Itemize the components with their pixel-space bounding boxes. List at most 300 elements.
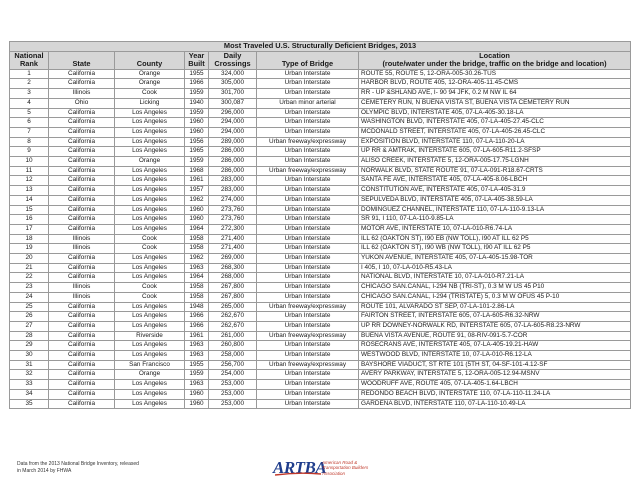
cell-year: 1961 xyxy=(185,331,209,341)
table-row xyxy=(10,292,631,302)
cell-type: Urban freeway/expressway xyxy=(257,137,359,147)
cell-rank: 20 xyxy=(10,254,49,264)
cell-state: California xyxy=(49,127,115,137)
source-line: in March 2014 by FHWA xyxy=(17,467,72,474)
cell-location: EXPOSITION BLVD, INTERSTATE 110, 07-LA-110-20-LA xyxy=(359,137,631,147)
table-row xyxy=(10,98,631,108)
cell-state: California xyxy=(49,147,115,157)
cell-location: UP RR DOWNEY-NORWALK RD, INTERSTATE 605, 07-LA-605-R8.23-NRW xyxy=(359,321,631,331)
cell-location: CHICAGO SAN.CANAL, I-294 (TRISTATE) 5, 0.3 M W OFUS 45 P-10 xyxy=(359,292,631,302)
cell-year: 1940 xyxy=(185,98,209,108)
cell-type: Urban minor arterial xyxy=(257,98,359,108)
cell-rank: 27 xyxy=(10,321,49,331)
cell-county: San Francisco xyxy=(115,360,185,370)
cell-type: Urban Interstate xyxy=(257,244,359,254)
cell-crossings: 253,000 xyxy=(209,389,257,399)
cell-state: California xyxy=(49,254,115,264)
cell-state: California xyxy=(49,205,115,215)
table-row xyxy=(10,254,631,264)
table-row xyxy=(10,321,631,331)
cell-rank: 29 xyxy=(10,341,49,351)
cell-type: Urban freeway/expressway xyxy=(257,166,359,176)
cell-year: 1958 xyxy=(185,244,209,254)
cell-type: Urban Interstate xyxy=(257,127,359,137)
cell-year: 1960 xyxy=(185,127,209,137)
cell-location: ROUTE 55, ROUTE 5, 12-ORA-005-30.26-TUS xyxy=(359,69,631,79)
table-row xyxy=(10,370,631,380)
cell-year: 1955 xyxy=(185,69,209,79)
cell-state: California xyxy=(49,137,115,147)
cell-type: Urban Interstate xyxy=(257,69,359,79)
cell-year: 1963 xyxy=(185,380,209,390)
cell-type: Urban Interstate xyxy=(257,224,359,234)
table-row xyxy=(10,380,631,390)
cell-rank: 17 xyxy=(10,224,49,234)
table-row xyxy=(10,108,631,118)
table-row xyxy=(10,215,631,225)
cell-rank: 12 xyxy=(10,176,49,186)
cell-type: Urban Interstate xyxy=(257,205,359,215)
cell-crossings: 271,400 xyxy=(209,244,257,254)
table-row xyxy=(10,224,631,234)
cell-crossings: 261,000 xyxy=(209,331,257,341)
cell-rank: 35 xyxy=(10,399,49,409)
cell-year: 1964 xyxy=(185,273,209,283)
table-row xyxy=(10,195,631,205)
cell-county: Los Angeles xyxy=(115,176,185,186)
cell-crossings: 267,800 xyxy=(209,292,257,302)
cell-location: ROSECRANS AVE, INTERSTATE 405, 07-LA-405-19.21-HAW xyxy=(359,341,631,351)
cell-rank: 10 xyxy=(10,157,49,167)
header-county: County xyxy=(115,51,185,69)
table-row xyxy=(10,341,631,351)
cell-county: Los Angeles xyxy=(115,137,185,147)
cell-state: Illinois xyxy=(49,292,115,302)
header-type: Type of Bridge xyxy=(257,51,359,69)
table-row xyxy=(10,331,631,341)
cell-state: California xyxy=(49,186,115,196)
cell-rank: 8 xyxy=(10,137,49,147)
cell-year: 1955 xyxy=(185,360,209,370)
cell-type: Urban freeway/expressway xyxy=(257,302,359,312)
table-row xyxy=(10,127,631,137)
cell-county: Los Angeles xyxy=(115,254,185,264)
cell-year: 1959 xyxy=(185,157,209,167)
cell-rank: 14 xyxy=(10,195,49,205)
cell-crossings: 256,700 xyxy=(209,360,257,370)
cell-crossings: 272,300 xyxy=(209,224,257,234)
cell-crossings: 268,000 xyxy=(209,273,257,283)
cell-rank: 13 xyxy=(10,186,49,196)
cell-county: Los Angeles xyxy=(115,215,185,225)
table-row xyxy=(10,351,631,361)
cell-rank: 9 xyxy=(10,147,49,157)
header-year xyxy=(185,51,209,69)
cell-type: Urban Interstate xyxy=(257,321,359,331)
cell-type: Urban Interstate xyxy=(257,157,359,167)
table-body xyxy=(10,69,631,409)
cell-location: SANTA FE AVE, INTERSTATE 405, 07-LA-405-8.06-LBCH xyxy=(359,176,631,186)
cell-county: Los Angeles xyxy=(115,195,185,205)
cell-location: OLYMPIC BLVD, INTERSTATE 405, 07-LA-405-30.18-LA xyxy=(359,108,631,118)
table-row xyxy=(10,244,631,254)
cell-year: 1963 xyxy=(185,341,209,351)
cell-year: 1960 xyxy=(185,389,209,399)
cell-crossings: 271,400 xyxy=(209,234,257,244)
cell-type: Urban Interstate xyxy=(257,370,359,380)
cell-year: 1968 xyxy=(185,166,209,176)
cell-type: Urban Interstate xyxy=(257,176,359,186)
cell-year: 1958 xyxy=(185,292,209,302)
cell-rank: 23 xyxy=(10,283,49,293)
cell-crossings: 262,670 xyxy=(209,312,257,322)
cell-type: Urban Interstate xyxy=(257,147,359,157)
cell-rank: 15 xyxy=(10,205,49,215)
cell-state: California xyxy=(49,224,115,234)
logo-swoosh-icon xyxy=(275,472,321,476)
cell-crossings: 296,000 xyxy=(209,108,257,118)
cell-location: WOODRUFF AVE, ROUTE 405, 07-LA-405-1.64-LBCH xyxy=(359,380,631,390)
cell-state: California xyxy=(49,312,115,322)
cell-location: BUENA VISTA AVENUE, ROUTE 91, 08-RIV-091-5.7-COR xyxy=(359,331,631,341)
header-location-line2: (route/water under the bridge, traffic on the bridge and location) xyxy=(382,59,607,69)
cell-crossings: 286,000 xyxy=(209,157,257,167)
cell-county: Orange xyxy=(115,79,185,89)
cell-county: Los Angeles xyxy=(115,399,185,409)
cell-location: UP RR & AMTRAK, INTERSTATE 605, 07-LA-605-R11.2-SFSP xyxy=(359,147,631,157)
logo-text-line: Association xyxy=(322,470,346,476)
header-year-line1: Year xyxy=(188,51,205,60)
cell-county: Los Angeles xyxy=(115,108,185,118)
cell-county: Los Angeles xyxy=(115,127,185,137)
cell-county: Cook xyxy=(115,234,185,244)
cell-location: ILL 62 (OAKTON ST), I90 EB (NW TOLL), I90 AT ILL 62 P5 xyxy=(359,234,631,244)
table-row xyxy=(10,399,631,409)
cell-type: Urban Interstate xyxy=(257,341,359,351)
cell-rank: 22 xyxy=(10,273,49,283)
cell-crossings: 267,800 xyxy=(209,283,257,293)
cell-crossings: 305,000 xyxy=(209,79,257,89)
logo-text-line: American Road & xyxy=(322,460,358,465)
cell-location: ROUTE 101, ALVARADO ST SEP, 07-LA-101-2.86-LA xyxy=(359,302,631,312)
table-row xyxy=(10,273,631,283)
header-crossings xyxy=(209,51,257,69)
cell-state: Illinois xyxy=(49,234,115,244)
cell-type: Urban Interstate xyxy=(257,312,359,322)
cell-state: Illinois xyxy=(49,244,115,254)
cell-crossings: 286,000 xyxy=(209,147,257,157)
cell-rank: 7 xyxy=(10,127,49,137)
cell-state: California xyxy=(49,321,115,331)
header-location xyxy=(359,51,631,69)
source-line: Data from the 2013 National Bridge Inventory, released xyxy=(17,461,139,467)
cell-location: WESTWOOD BLVD, INTERSTATE 10, 07-LA-010-R6.12-LA xyxy=(359,351,631,361)
cell-crossings: 294,000 xyxy=(209,118,257,128)
cell-county: Los Angeles xyxy=(115,312,185,322)
cell-location: REDONDO BEACH BLVD, INTERSTATE 110, 07-LA-110-11.24-LA xyxy=(359,389,631,399)
table-row xyxy=(10,283,631,293)
cell-location: ALISO CREEK, INTERSTATE 5, 12-ORA-005-17.75-LGNH xyxy=(359,157,631,167)
cell-crossings: 301,700 xyxy=(209,89,257,99)
cell-state: California xyxy=(49,399,115,409)
cell-state: California xyxy=(49,157,115,167)
cell-rank: 18 xyxy=(10,234,49,244)
cell-rank: 3 xyxy=(10,89,49,99)
cell-county: Los Angeles xyxy=(115,186,185,196)
cell-rank: 11 xyxy=(10,166,49,176)
cell-type: Urban Interstate xyxy=(257,292,359,302)
cell-crossings: 289,000 xyxy=(209,137,257,147)
cell-year: 1960 xyxy=(185,215,209,225)
cell-state: Ohio xyxy=(49,98,115,108)
cell-county: Los Angeles xyxy=(115,147,185,157)
cell-state: California xyxy=(49,331,115,341)
cell-county: Los Angeles xyxy=(115,380,185,390)
table-row xyxy=(10,186,631,196)
table-row xyxy=(10,166,631,176)
cell-state: California xyxy=(49,263,115,273)
cell-location: HARBOR BLVD, ROUTE 405, 12-ORA-405-11.45-CMS xyxy=(359,79,631,89)
cell-location: BAYSHORE VIADUCT, ST RTE 101 (5TH ST, 04-SF-101-4.12-SF xyxy=(359,360,631,370)
header-state: State xyxy=(49,51,115,69)
cell-crossings: 274,000 xyxy=(209,195,257,205)
cell-crossings: 283,000 xyxy=(209,176,257,186)
cell-year: 1957 xyxy=(185,186,209,196)
cell-rank: 2 xyxy=(10,79,49,89)
bridges-table xyxy=(9,41,631,409)
cell-state: California xyxy=(49,166,115,176)
table-row xyxy=(10,176,631,186)
cell-location: ILL 62 (OAKTON ST), I90 WB (NW TOLL), I90 AT ILL 62 P5 xyxy=(359,244,631,254)
cell-state: California xyxy=(49,341,115,351)
cell-location: YUKON AVENUE, INTERSTATE 405, 07-LA-405-15.98-TOR xyxy=(359,254,631,264)
cell-rank: 25 xyxy=(10,302,49,312)
cell-location: SR 91, I 110, 07-LA-110-9.85-LA xyxy=(359,215,631,225)
cell-type: Urban Interstate xyxy=(257,389,359,399)
table-row xyxy=(10,234,631,244)
artba-logo xyxy=(273,458,369,480)
cell-location: SEPULVEDA BLVD, INTERSTATE 405, 07-LA-405-38.59-LA xyxy=(359,195,631,205)
cell-location: NORWALK BLVD, STATE ROUTE 91, 07-LA-091-R18.67-CRTS xyxy=(359,166,631,176)
cell-year: 1948 xyxy=(185,302,209,312)
cell-state: California xyxy=(49,79,115,89)
logo-mark: ARTBA xyxy=(273,458,327,477)
source-note xyxy=(17,461,139,474)
table-row xyxy=(10,147,631,157)
cell-state: California xyxy=(49,273,115,283)
cell-rank: 32 xyxy=(10,370,49,380)
table-title: Most Traveled U.S. Structurally Deficient Bridges, 2013 xyxy=(10,42,631,52)
table-row xyxy=(10,137,631,147)
cell-year: 1960 xyxy=(185,118,209,128)
cell-crossings: 324,000 xyxy=(209,69,257,79)
table-row xyxy=(10,389,631,399)
cell-rank: 26 xyxy=(10,312,49,322)
table-row xyxy=(10,263,631,273)
cell-crossings: 269,000 xyxy=(209,254,257,264)
cell-county: Orange xyxy=(115,157,185,167)
cell-location: FAIRTON STREET, INTERSTATE 605, 07-LA-605-R6.32-NRW xyxy=(359,312,631,322)
cell-type: Urban Interstate xyxy=(257,79,359,89)
cell-state: California xyxy=(49,215,115,225)
cell-year: 1965 xyxy=(185,147,209,157)
cell-county: Los Angeles xyxy=(115,321,185,331)
cell-type: Urban Interstate xyxy=(257,283,359,293)
cell-type: Urban Interstate xyxy=(257,215,359,225)
header-location-line1: Location xyxy=(479,51,510,60)
cell-crossings: 254,000 xyxy=(209,370,257,380)
cell-state: California xyxy=(49,108,115,118)
cell-rank: 4 xyxy=(10,98,49,108)
cell-location: NATIONAL BLVD, INTERSTATE 10, 07-LA-010-R7.21-LA xyxy=(359,273,631,283)
cell-state: California xyxy=(49,370,115,380)
cell-county: Los Angeles xyxy=(115,118,185,128)
cell-state: Illinois xyxy=(49,89,115,99)
cell-year: 1960 xyxy=(185,399,209,409)
cell-county: Los Angeles xyxy=(115,263,185,273)
cell-location: MCDONALD STREET, INTERSTATE 405, 07-LA-405-26.45-CLC xyxy=(359,127,631,137)
cell-crossings: 300,087 xyxy=(209,98,257,108)
cell-type: Urban freeway/expressway xyxy=(257,360,359,370)
cell-rank: 19 xyxy=(10,244,49,254)
header-rank-line1: National xyxy=(14,51,44,60)
cell-type: Urban Interstate xyxy=(257,254,359,264)
cell-county: Los Angeles xyxy=(115,273,185,283)
cell-state: California xyxy=(49,380,115,390)
table-row xyxy=(10,302,631,312)
cell-county: Riverside xyxy=(115,331,185,341)
cell-crossings: 253,000 xyxy=(209,380,257,390)
cell-location: WASHINGTON BLVD, INTERSTATE 405, 07-LA-405-27.45-CLC xyxy=(359,118,631,128)
cell-year: 1966 xyxy=(185,312,209,322)
cell-state: California xyxy=(49,118,115,128)
cell-state: Illinois xyxy=(49,283,115,293)
cell-year: 1962 xyxy=(185,195,209,205)
cell-county: Los Angeles xyxy=(115,166,185,176)
cell-type: Urban Interstate xyxy=(257,118,359,128)
cell-crossings: 253,000 xyxy=(209,399,257,409)
cell-location: CONSTITUTION AVE, INTERSTATE 405, 07-LA-405-31.9 xyxy=(359,186,631,196)
cell-rank: 24 xyxy=(10,292,49,302)
cell-year: 1963 xyxy=(185,351,209,361)
cell-county: Cook xyxy=(115,244,185,254)
cell-year: 1959 xyxy=(185,89,209,99)
logo-text xyxy=(322,460,368,476)
cell-state: California xyxy=(49,69,115,79)
cell-location: GARDENA BLVD, INTERSTATE 110, 07-LA-110-10.49-LA xyxy=(359,399,631,409)
cell-crossings: 260,800 xyxy=(209,341,257,351)
cell-year: 1961 xyxy=(185,176,209,186)
cell-type: Urban Interstate xyxy=(257,380,359,390)
cell-location: DOMINGUEZ CHANNEL, INTERSTATE 110, 07-LA-110-9.13-LA xyxy=(359,205,631,215)
cell-year: 1958 xyxy=(185,283,209,293)
cell-year: 1963 xyxy=(185,263,209,273)
cell-type: Urban Interstate xyxy=(257,234,359,244)
cell-county: Cook xyxy=(115,292,185,302)
header-crossings-line1: Daily xyxy=(223,51,242,60)
cell-year: 1959 xyxy=(185,370,209,380)
cell-county: Orange xyxy=(115,370,185,380)
cell-county: Licking xyxy=(115,98,185,108)
table-row xyxy=(10,89,631,99)
table-title-row xyxy=(10,42,631,52)
cell-year: 1966 xyxy=(185,321,209,331)
cell-state: California xyxy=(49,176,115,186)
header-rank-line2: Rank xyxy=(19,59,39,69)
cell-type: Urban Interstate xyxy=(257,195,359,205)
table-row xyxy=(10,205,631,215)
cell-rank: 31 xyxy=(10,360,49,370)
table-row xyxy=(10,157,631,167)
cell-crossings: 283,000 xyxy=(209,186,257,196)
cell-state: California xyxy=(49,389,115,399)
cell-year: 1960 xyxy=(185,205,209,215)
table-row xyxy=(10,360,631,370)
table-header-row xyxy=(10,51,631,69)
cell-location: CEMETERY RUN, N BUENA VISTA ST, BUENA VISTA CEMETERY RUN xyxy=(359,98,631,108)
cell-crossings: 273,760 xyxy=(209,215,257,225)
cell-rank: 34 xyxy=(10,389,49,399)
header-crossings-line2: Crossings xyxy=(214,59,251,69)
table-row xyxy=(10,118,631,128)
cell-year: 1958 xyxy=(185,234,209,244)
cell-county: Cook xyxy=(115,283,185,293)
cell-rank: 28 xyxy=(10,331,49,341)
cell-type: Urban Interstate xyxy=(257,89,359,99)
cell-type: Urban Interstate xyxy=(257,108,359,118)
cell-rank: 1 xyxy=(10,69,49,79)
cell-year: 1966 xyxy=(185,79,209,89)
cell-location: RR - UP &SHLAND AVE, I- 90 94 JFK, 0.2 M NW IL 64 xyxy=(359,89,631,99)
cell-type: Urban Interstate xyxy=(257,399,359,409)
cell-rank: 6 xyxy=(10,118,49,128)
cell-rank: 16 xyxy=(10,215,49,225)
cell-type: Urban Interstate xyxy=(257,263,359,273)
cell-county: Los Angeles xyxy=(115,224,185,234)
cell-location: I 405, I 10, 07-LA-010-R5.43-LA xyxy=(359,263,631,273)
cell-year: 1962 xyxy=(185,254,209,264)
cell-year: 1964 xyxy=(185,224,209,234)
header-rank xyxy=(10,51,49,69)
cell-location: AVERY PARKWAY, INTERSTATE 5, 12-ORA-005-12.94-MSNV xyxy=(359,370,631,380)
cell-crossings: 273,760 xyxy=(209,205,257,215)
cell-state: California xyxy=(49,351,115,361)
cell-rank: 33 xyxy=(10,380,49,390)
cell-county: Los Angeles xyxy=(115,341,185,351)
cell-state: California xyxy=(49,360,115,370)
cell-crossings: 294,000 xyxy=(209,127,257,137)
logo-text-line: Transportation Builders xyxy=(322,465,369,471)
cell-rank: 30 xyxy=(10,351,49,361)
cell-location: MOTOR AVE, INTERSTATE 10, 07-LA-010-R6.74-LA xyxy=(359,224,631,234)
cell-crossings: 258,000 xyxy=(209,351,257,361)
cell-rank: 5 xyxy=(10,108,49,118)
cell-type: Urban Interstate xyxy=(257,186,359,196)
table-row xyxy=(10,79,631,89)
cell-type: Urban freeway/expressway xyxy=(257,331,359,341)
cell-county: Los Angeles xyxy=(115,205,185,215)
cell-type: Urban Interstate xyxy=(257,273,359,283)
cell-county: Orange xyxy=(115,69,185,79)
table-row xyxy=(10,312,631,322)
cell-year: 1959 xyxy=(185,108,209,118)
cell-location: CHICAGO SAN.CANAL, I-294 NB (TRI-ST), 0.3 M W US 45 P10 xyxy=(359,283,631,293)
cell-crossings: 262,670 xyxy=(209,321,257,331)
cell-type: Urban Interstate xyxy=(257,351,359,361)
cell-crossings: 265,000 xyxy=(209,302,257,312)
cell-state: California xyxy=(49,195,115,205)
header-year-line2: Built xyxy=(188,59,205,69)
